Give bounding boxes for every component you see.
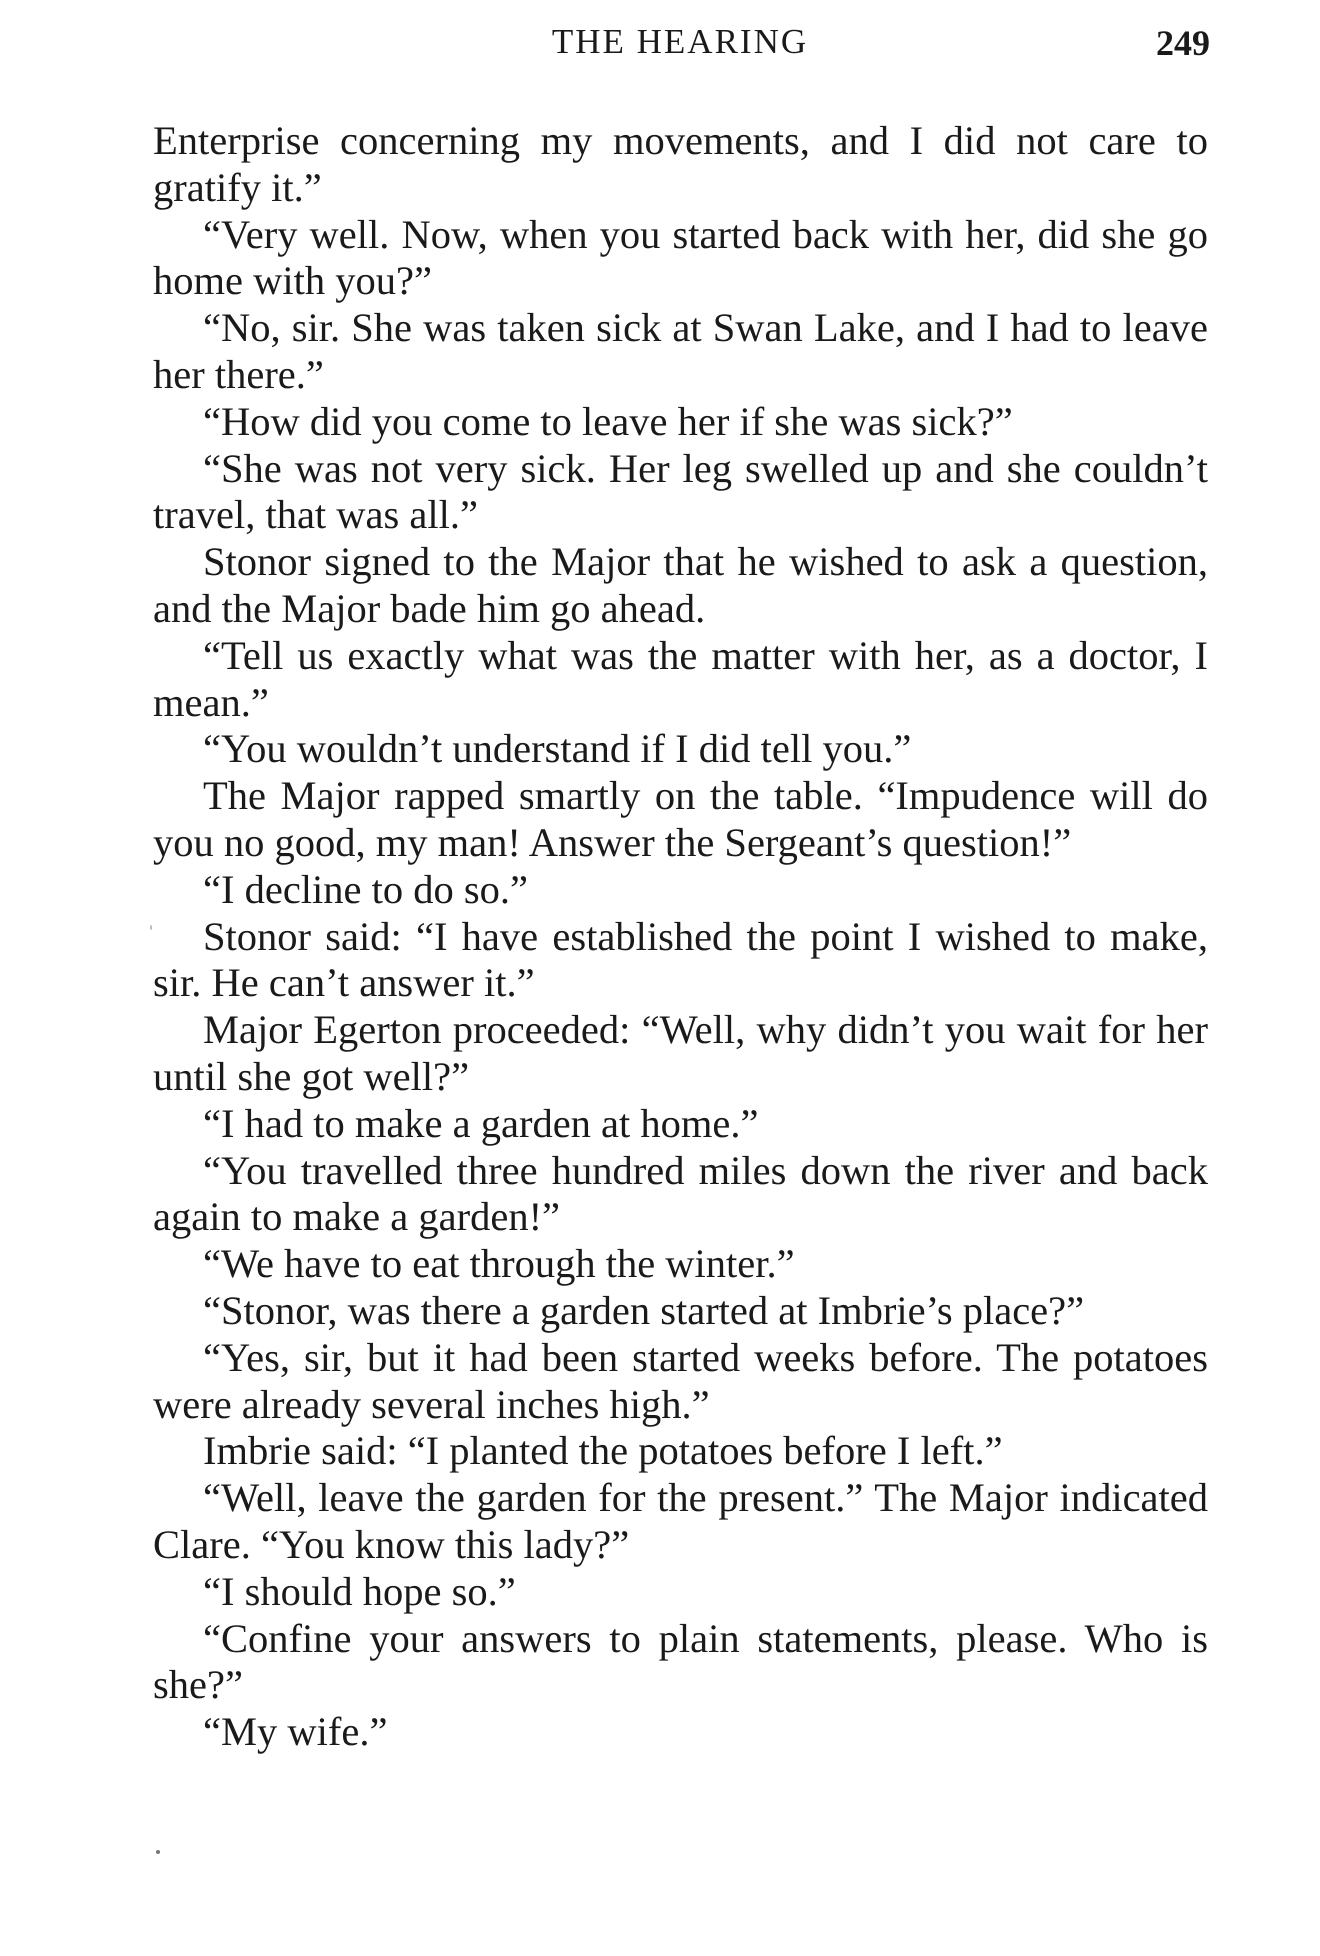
paragraph: “I decline to do so.” [203,866,529,912]
print-speck [156,1850,160,1854]
paragraph: “My wife.” [203,1709,388,1755]
paragraph: Stonor said: “I have established the point I wished to make, sir. He can’t answer it.” [153,913,1208,1006]
paragraph: “Stonor, was there a garden started at Imbrie’s place?” [203,1287,1085,1333]
running-title: THE HEARING [551,22,809,61]
paragraph: “You wouldn’t understand if I did tell you.” [203,726,912,772]
paragraph: “She was not very sick. Her leg swelled up and she couldn’t travel, that was all.” [153,445,1208,538]
body-text [153,118,1208,1756]
paragraph: “Tell us exactly what was the matter with her, as a doctor, I mean.” [153,632,1208,725]
running-head [150,22,1210,82]
print-speck [150,925,152,930]
paragraph: “How did you come to leave her if she was sick?” [203,398,1013,444]
paragraph: The Major rapped smartly on the table. “Impudence will do you no good, my man! Answer the Sergeant’s question!” [153,773,1208,865]
paragraph: “You travelled three hundred miles down the river and back again to make a garden!” [153,1147,1208,1240]
paragraph: Enterprise concerning my movements, and I did not care to gratify it.” [153,118,1208,210]
paragraph: “I had to make a garden at home.” [203,1100,759,1146]
paragraph: Major Egerton proceeded: “Well, why didn’t you wait for her until she got well?” [153,1007,1208,1099]
paragraph: “We have to eat through the winter.” [203,1241,795,1287]
paragraph: “Well, leave the garden for the present.” The Major indicated Clare. “You know this lady?” [153,1475,1208,1567]
paragraph: Imbrie said: “I planted the potatoes before I left.” [203,1428,1003,1474]
paragraph: “I should hope so.” [203,1568,516,1614]
paragraph: “Confine your answers to plain statements, please. Who is she?” [153,1615,1208,1708]
page-number: 249 [1156,23,1210,63]
paragraph: “No, sir. She was taken sick at Swan Lake, and I had to leave her there.” [153,305,1208,397]
paragraph: “Very well. Now, when you started back with her, did she go home with you?” [153,211,1208,304]
paragraph: Stonor signed to the Major that he wished to ask a question, and the Major bade him go ahead. [153,539,1208,631]
paragraph: “Yes, sir, but it had been started weeks before. The potatoes were already several inches high.” [153,1334,1208,1427]
